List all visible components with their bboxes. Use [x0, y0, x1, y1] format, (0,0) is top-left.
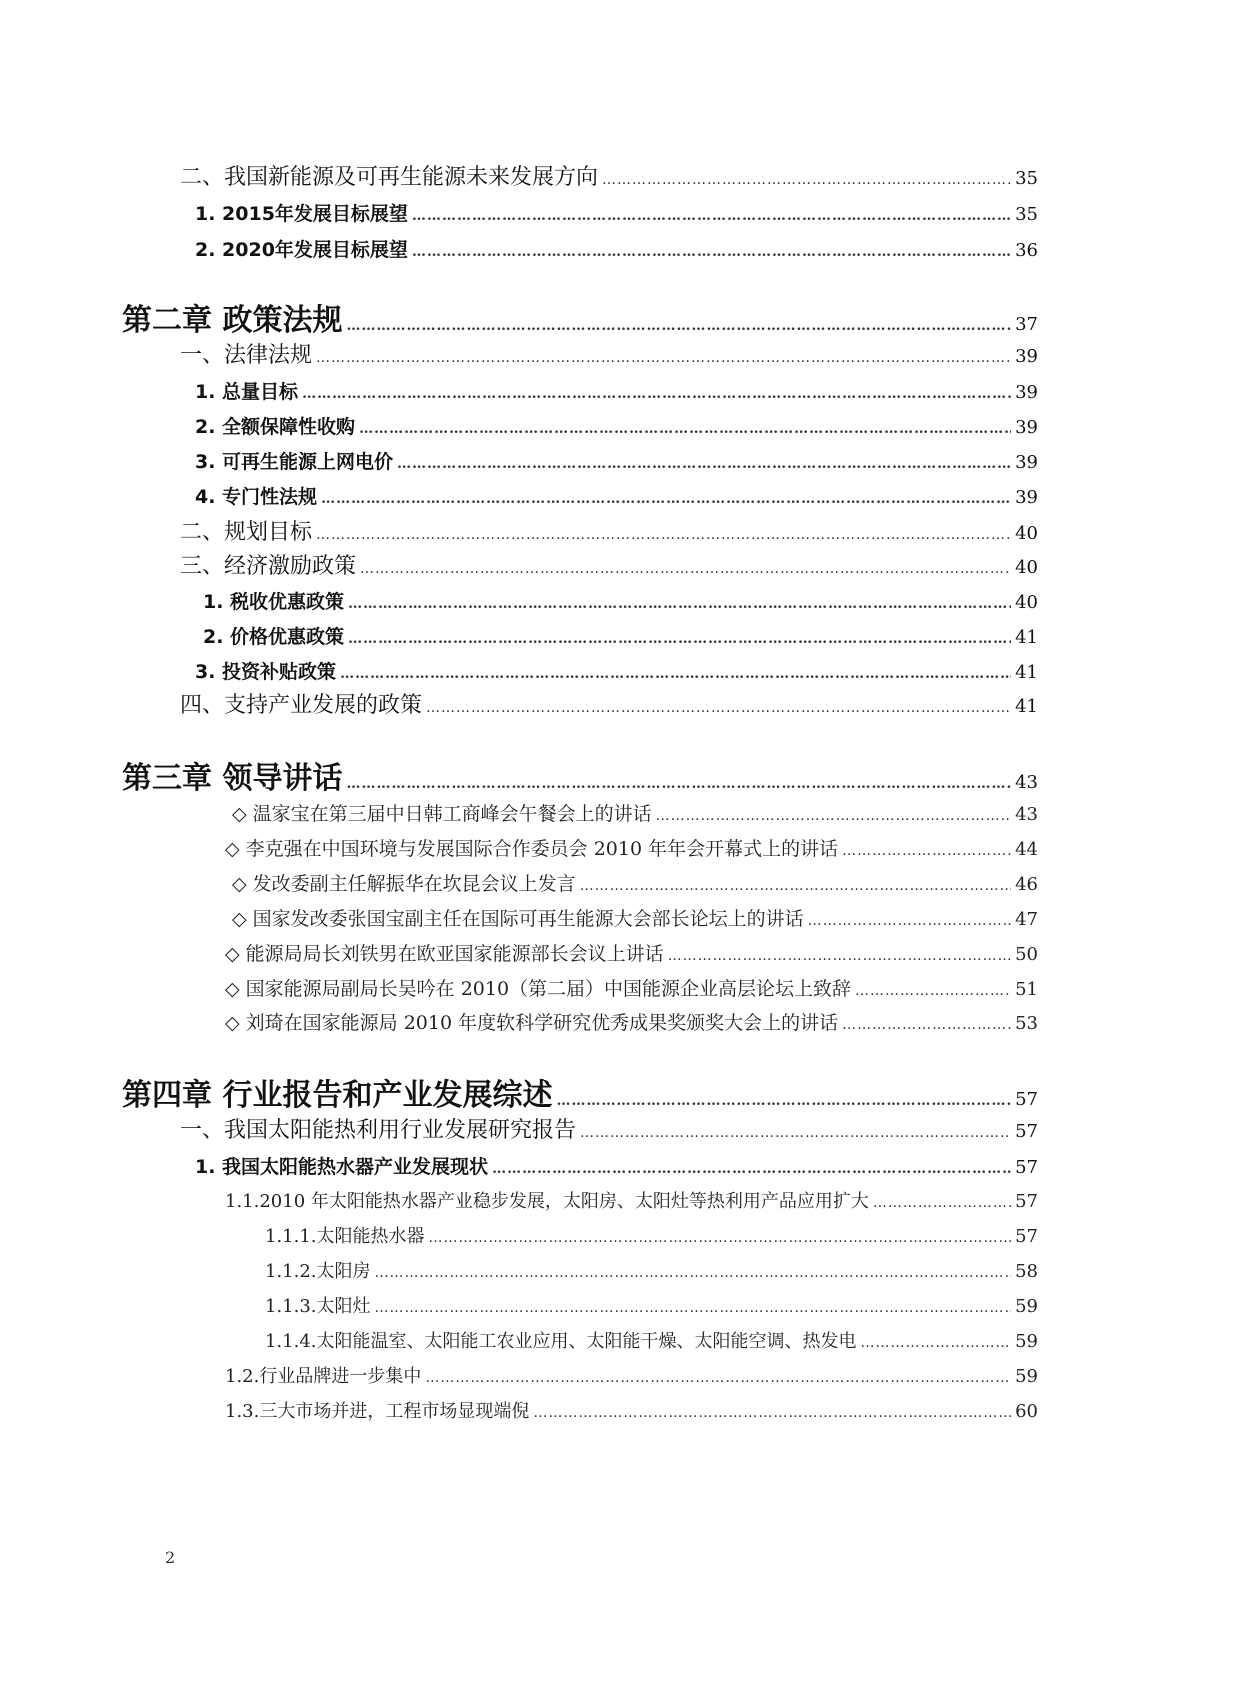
- dot-leader: [348, 631, 1011, 647]
- toc-entry[interactable]: [225, 1008, 1038, 1035]
- toc-entry-page: 40: [1015, 523, 1038, 544]
- toc-entry-page: 47: [1015, 909, 1038, 930]
- toc-entry-label: 1.2.行业品牌进一步集中: [225, 1366, 422, 1387]
- toc-entry-page: 41: [1015, 696, 1038, 717]
- toc-entry-page: 46: [1015, 874, 1038, 895]
- toc-entry-label: 2. 2020年发展目标展望: [195, 239, 408, 261]
- toc-entry[interactable]: [180, 338, 1038, 369]
- toc-entry-label: 二、我国新能源及可再生能源未来发展方向: [180, 165, 599, 190]
- toc-entry[interactable]: [265, 1327, 1038, 1353]
- toc-entry[interactable]: [195, 199, 1038, 226]
- dot-leader: [602, 172, 1011, 188]
- dot-leader: [412, 208, 1011, 224]
- toc-entry-page: 57: [1015, 1121, 1038, 1142]
- dot-leader: [316, 350, 1011, 366]
- toc-entry[interactable]: [225, 1397, 1038, 1423]
- toc-entry[interactable]: [203, 622, 1038, 649]
- toc-entry-page: 60: [1015, 1401, 1038, 1422]
- toc-entry-label: 一、我国太阳能热利用行业发展研究报告: [180, 1118, 577, 1143]
- toc-chapter[interactable]: [122, 295, 1038, 339]
- toc-entry-page: 40: [1015, 557, 1038, 578]
- toc-entry-label: 3. 可再生能源上网电价: [195, 451, 394, 473]
- toc-entry[interactable]: [195, 447, 1038, 474]
- toc-entry-page: 40: [1015, 592, 1038, 613]
- toc-entry-page: 51: [1015, 979, 1038, 1000]
- toc-entry-label: ◇ 温家宝在第三届中日韩工商峰会午餐会上的讲话: [232, 803, 652, 825]
- toc-entry-label: 四、支持产业发展的政策: [180, 693, 423, 718]
- dot-leader: [412, 244, 1011, 260]
- toc-entry-label: ◇ 国家发改委张国宝副主任在国际可再生能源大会部长论坛上的讲话: [232, 908, 804, 930]
- toc-entry-page: 53: [1015, 1013, 1038, 1034]
- toc-entry[interactable]: [203, 587, 1038, 614]
- toc-entry[interactable]: [232, 799, 1038, 826]
- dot-leader: [842, 843, 1011, 859]
- toc-entry-page: 57: [1015, 1226, 1038, 1247]
- dot-leader: [348, 596, 1011, 612]
- toc-entry-page: 39: [1015, 452, 1038, 473]
- dot-leader: [397, 456, 1011, 472]
- toc-entry-page: 44: [1015, 839, 1038, 860]
- dot-leader: [580, 878, 1011, 894]
- toc-entry-page: 57: [1015, 1191, 1038, 1212]
- toc-entry[interactable]: [180, 160, 1038, 191]
- toc-entry[interactable]: [265, 1292, 1038, 1318]
- dot-leader: [346, 776, 1011, 792]
- toc-entry[interactable]: [180, 688, 1038, 719]
- dot-leader: [873, 1195, 1011, 1211]
- toc-entry-label: ◇ 能源局局长刘铁男在欧亚国家能源部长会议上讲话: [225, 943, 664, 965]
- toc-entry-page: 37: [1015, 314, 1038, 335]
- toc-entry[interactable]: [180, 549, 1038, 580]
- dot-leader: [375, 1265, 1012, 1281]
- dot-leader: [855, 983, 1011, 999]
- toc-entry-label: 第四章 行业报告和产业发展综述: [122, 1078, 553, 1113]
- toc-entry-label: 1. 我国太阳能热水器产业发展现状: [195, 1156, 489, 1178]
- dot-leader: [302, 386, 1011, 402]
- toc-entry-page: 59: [1015, 1331, 1038, 1352]
- dot-leader: [808, 913, 1011, 929]
- toc-entry[interactable]: [195, 377, 1038, 404]
- toc-entry-label: 3. 投资补贴政策: [195, 661, 337, 683]
- dot-leader: [360, 561, 1011, 577]
- toc-entry[interactable]: [265, 1222, 1038, 1248]
- toc-entry-page: 35: [1015, 168, 1038, 189]
- toc-entry[interactable]: [232, 869, 1038, 896]
- dot-leader: [340, 666, 1011, 682]
- toc-entry[interactable]: [225, 1187, 1038, 1213]
- toc-entry-page: 41: [1015, 662, 1038, 683]
- dot-leader: [321, 491, 1011, 507]
- toc-entry-page: 39: [1015, 487, 1038, 508]
- toc-entry[interactable]: [180, 1113, 1038, 1144]
- dot-leader: [429, 1230, 1012, 1246]
- dot-leader: [492, 1161, 1011, 1177]
- dot-leader: [556, 1093, 1011, 1109]
- dot-leader: [425, 1370, 1011, 1386]
- toc-entry-page: 50: [1015, 944, 1038, 965]
- page-number: 2: [165, 1548, 176, 1567]
- toc-entry-label: ◇ 李克强在中国环境与发展国际合作委员会 2010 年年会开幕式上的讲话: [225, 838, 839, 860]
- dot-leader: [842, 1017, 1011, 1033]
- toc-entry-label: 1.1.3.太阳灶: [265, 1296, 371, 1317]
- toc-entry-page: 59: [1015, 1366, 1038, 1387]
- toc-entry-label: 4. 专门性法规: [195, 486, 318, 508]
- dot-leader: [316, 527, 1011, 543]
- toc-entry-label: 第二章 政策法规: [122, 303, 343, 338]
- dot-leader: [426, 700, 1011, 716]
- toc-chapter[interactable]: [122, 1070, 1038, 1114]
- toc-entry-page: 39: [1015, 417, 1038, 438]
- toc-entry-label: 一、法律法规: [180, 343, 313, 368]
- dot-leader: [346, 318, 1011, 334]
- toc-entry-label: 二、规划目标: [180, 520, 313, 545]
- toc-entry-label: 1. 税收优惠政策: [203, 591, 345, 613]
- dot-leader: [580, 1125, 1011, 1141]
- toc-entry[interactable]: [195, 657, 1038, 684]
- toc-entry[interactable]: [232, 904, 1038, 931]
- toc-entry-page: 57: [1015, 1089, 1038, 1110]
- dot-leader: [668, 948, 1011, 964]
- toc-entry-label: 2. 价格优惠政策: [203, 626, 345, 648]
- toc-entry-page: 35: [1015, 204, 1038, 225]
- toc-entry-label: 第三章 领导讲话: [122, 761, 343, 796]
- toc-entry-page: 39: [1015, 346, 1038, 367]
- toc-entry-page: 43: [1015, 772, 1038, 793]
- toc-entry-page: 41: [1015, 627, 1038, 648]
- toc-entry-page: 57: [1015, 1157, 1038, 1178]
- toc-entry-label: 1.1.2.太阳房: [265, 1261, 371, 1282]
- toc-entry[interactable]: [195, 235, 1038, 262]
- toc-entry-label: 三、经济激励政策: [180, 554, 357, 579]
- toc-entry[interactable]: [225, 834, 1038, 861]
- toc-chapter[interactable]: [122, 753, 1038, 797]
- toc-entry[interactable]: [195, 1152, 1038, 1179]
- toc-entry-page: 58: [1015, 1261, 1038, 1282]
- toc-entry[interactable]: [225, 1362, 1038, 1388]
- toc-entry[interactable]: [225, 939, 1038, 966]
- toc-entry-label: ◇ 发改委副主任解振华在坎昆会议上发言: [232, 873, 576, 895]
- toc-entry[interactable]: [225, 974, 1038, 1001]
- toc-entry-label: 1. 总量目标: [195, 381, 299, 403]
- toc-entry-label: 1.1.2010 年太阳能热水器产业稳步发展，太阳房、太阳灶等热利用产品应用扩大: [225, 1191, 869, 1212]
- toc-entry-label: ◇ 刘琦在国家能源局 2010 年度软科学研究优秀成果奖颁奖大会上的讲话: [225, 1012, 839, 1034]
- toc-entry-label: 1.1.1.太阳能热水器: [265, 1226, 425, 1247]
- toc-entry-label: 1.1.4.太阳能温室、太阳能工农业应用、太阳能干燥、太阳能空调、热发电: [265, 1331, 857, 1352]
- toc-entry-label: 1.3.三大市场并进，工程市场显现端倪: [225, 1401, 530, 1422]
- toc-entry-page: 59: [1015, 1296, 1038, 1317]
- toc-entry-label: ◇ 国家能源局副局长吴吟在 2010（第二届）中国能源企业高层论坛上致辞: [225, 978, 852, 1000]
- dot-leader: [861, 1335, 1012, 1351]
- toc-entry[interactable]: [195, 482, 1038, 509]
- dot-leader: [656, 808, 1011, 824]
- toc-entry-page: 43: [1015, 804, 1038, 825]
- toc-entry-page: 36: [1015, 240, 1038, 261]
- toc-entry[interactable]: [265, 1257, 1038, 1283]
- toc-entry-page: 39: [1015, 382, 1038, 403]
- toc-entry[interactable]: [180, 515, 1038, 546]
- toc-entry-label: 1. 2015年发展目标展望: [195, 203, 408, 225]
- toc-entry[interactable]: [195, 412, 1038, 439]
- toc-entry-label: 2. 全额保障性收购: [195, 416, 356, 438]
- dot-leader: [533, 1405, 1011, 1421]
- dot-leader: [359, 421, 1011, 437]
- dot-leader: [375, 1300, 1012, 1316]
